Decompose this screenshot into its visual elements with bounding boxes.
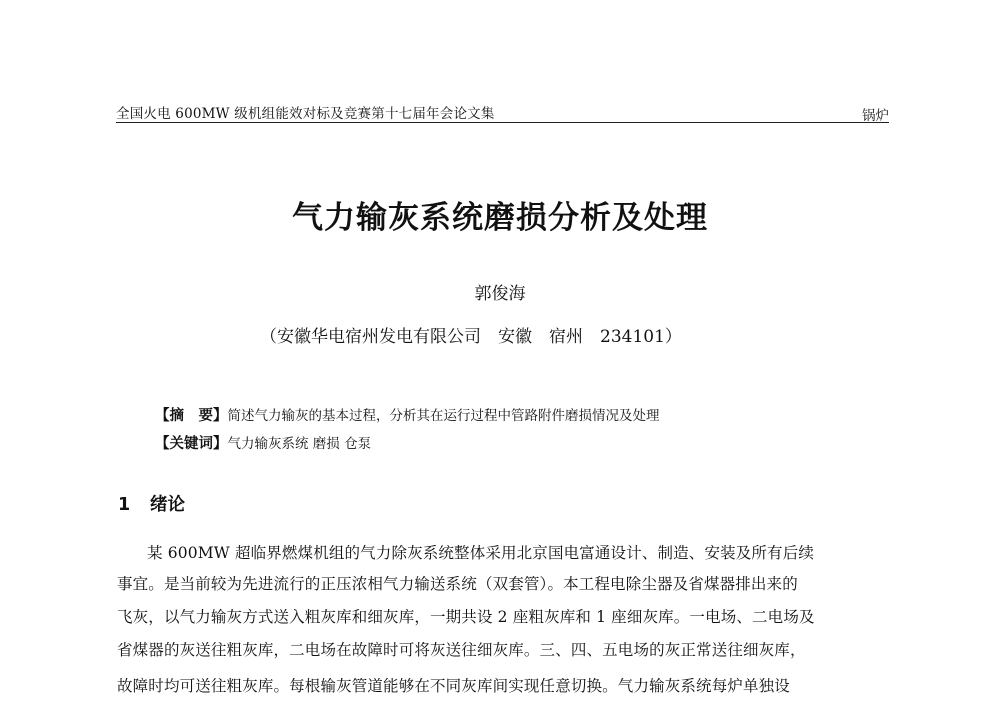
abstract-label: 【摘 要】	[155, 408, 228, 424]
body-text-line: 某 600MW 超临界燃煤机组的气力除灰系统整体采用北京国电富通设计、制造、安装及所有后续	[147, 544, 814, 562]
header-section-label: 锅炉	[862, 108, 889, 124]
body-text-line: 故障时均可送往粗灰库。每根输灰管道能够在不同灰库间实现任意切换。气力输灰系统每炉单独设	[117, 677, 790, 695]
section-title: 绪论	[150, 495, 185, 515]
section-number: 1	[118, 495, 131, 515]
running-header	[116, 100, 889, 123]
header-proceedings-title: 全国火电 600MW 级机组能效对标及竞赛第十七届年会论文集	[116, 106, 495, 122]
abstract-text: 简述气力输灰的基本过程，分析其在运行过程中管路附件磨损情况及处理	[227, 408, 660, 424]
author-affiliation: （安徽华电宿州发电有限公司 安徽 宿州 234101）	[260, 327, 682, 347]
keywords-text: 气力输灰系统 磨损 仓泵	[227, 436, 372, 452]
paper-author: 郭俊海	[474, 284, 526, 304]
keywords	[155, 432, 371, 453]
body-text-line: 飞灰，以气力输灰方式送入粗灰库和细灰库，一期共设 2 座粗灰库和 1 座细灰库。一电场、二电场及	[117, 608, 815, 626]
section-heading	[118, 491, 185, 516]
body-text-line: 事宜。是当前较为先进流行的正压浓相气力输送系统（双套管）。本工程电除尘器及省煤器排出来的	[117, 575, 798, 593]
paper-title: 气力输灰系统磨损分析及处理	[292, 200, 708, 236]
keywords-label: 【关键词】	[155, 436, 228, 452]
body-text-line: 省煤器的灰送往粗灰库，二电场在故障时可将灰送往细灰库。三、四、五电场的灰正常送往细灰库，	[117, 641, 806, 659]
abstract	[155, 404, 660, 425]
